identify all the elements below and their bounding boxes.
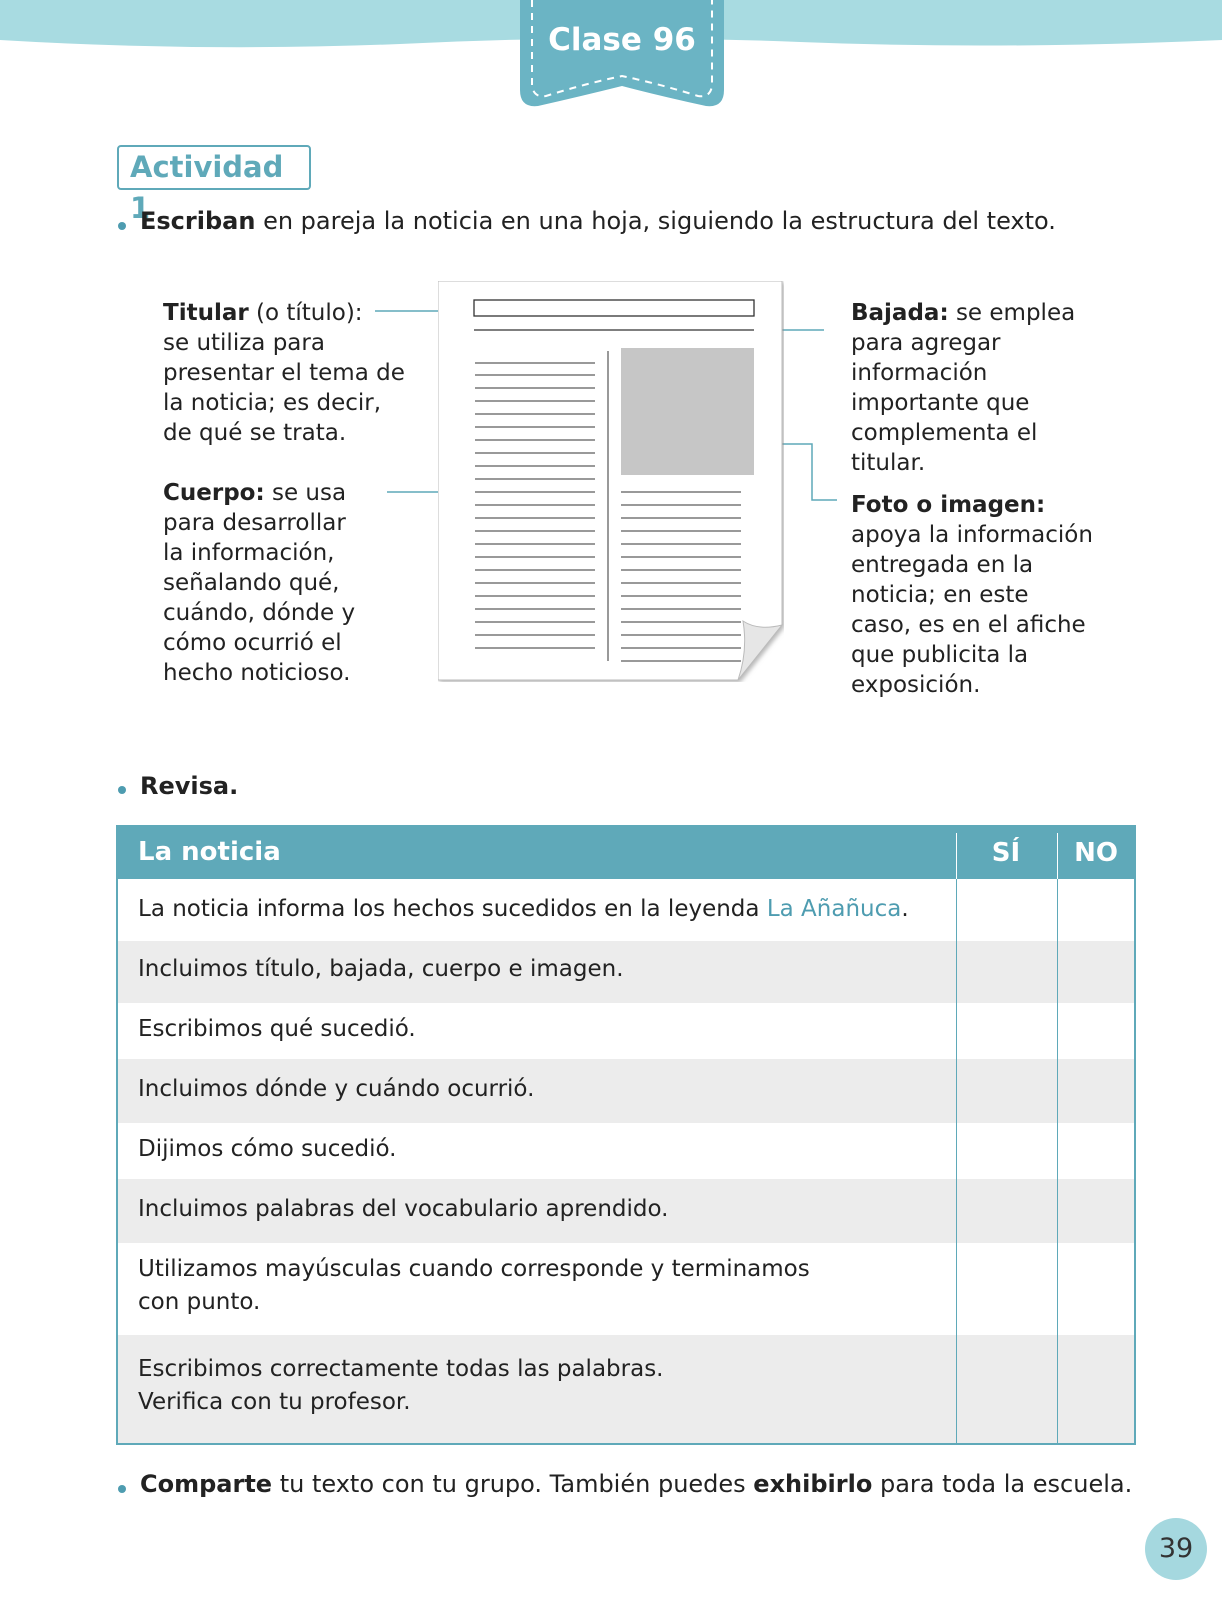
header-divider <box>1057 833 1058 879</box>
table-header <box>118 827 1134 879</box>
row-text: Incluimos palabras del vocabulario aprendido. <box>138 1196 669 1222</box>
table-row <box>118 1059 1134 1123</box>
table-header-noticia: La noticia <box>138 837 281 867</box>
callout-foto-term: Foto o imagen: <box>851 492 1046 518</box>
callout-foto-text: apoya la información entregada en la noticia; en este caso, es en el afiche que publicita la exposición. <box>851 522 1093 698</box>
row-text: Incluimos dónde y cuándo ocurrió. <box>138 1076 535 1102</box>
row-text: Dijimos cómo sucedió. <box>138 1136 397 1162</box>
instruction-text: para toda la escuela. <box>872 1470 1133 1498</box>
instruction-bold: Escriban <box>140 207 256 235</box>
callout-titular-text: (o título): se utiliza para presentar el tema de la noticia; es decir, de qué se trata. <box>163 300 405 446</box>
instruction-bold: exhibirlo <box>753 1470 873 1498</box>
instruction-text: en pareja la noticia en una hoja, siguiendo la estructura del texto. <box>255 207 1056 235</box>
callout-titular-term: Titular <box>163 300 249 326</box>
column-divider <box>1057 879 1058 1443</box>
row-text-part: . <box>901 896 909 922</box>
table-row <box>118 1003 1134 1059</box>
callout-cuerpo-term: Cuerpo: <box>163 480 265 506</box>
callout-bajada-text: se emplea para agregar información importante que complementa el titular. <box>851 300 1076 476</box>
instruction-text: tu texto con tu grupo. También puedes <box>272 1470 754 1498</box>
table-header-no: NO <box>1074 838 1118 868</box>
table-row <box>118 1123 1134 1179</box>
header-divider <box>956 833 957 879</box>
newspaper-diagram <box>438 281 784 682</box>
row-text: Escribimos qué sucedió. <box>138 1016 416 1042</box>
row-text <box>138 893 909 926</box>
page-number: 39 <box>1145 1518 1207 1580</box>
callout-cuerpo-text: se usa para desarrollar la información, señalando qué, cuándo, dónde y cómo ocurrió el hecho noticioso. <box>163 480 356 686</box>
revisa-label: Revisa. <box>140 772 239 800</box>
clase-title: Clase 96 <box>548 22 696 58</box>
instruction-bold: Comparte <box>140 1470 273 1498</box>
row-text: Incluimos título, bajada, cuerpo e imagen. <box>138 956 624 982</box>
activity-label: Actividad 1 <box>117 145 311 190</box>
checklist-table <box>116 825 1136 1445</box>
column-divider <box>956 879 957 1443</box>
table-row <box>118 1243 1134 1335</box>
table-row <box>118 1179 1134 1243</box>
row-text: Escribimos correctamente todas las palabras. Verifica con tu profesor. <box>138 1356 664 1415</box>
row-text: Utilizamos mayúsculas cuando corresponde y terminamos con punto. <box>138 1256 810 1315</box>
table-row <box>118 941 1134 1003</box>
bullet <box>118 786 126 794</box>
instruction-comparte <box>140 1470 1132 1498</box>
callout-bajada-term: Bajada: <box>851 300 949 326</box>
table-row <box>118 1335 1134 1443</box>
table-row <box>118 879 1134 941</box>
table-header-si: SÍ <box>991 838 1021 868</box>
row-text-part: La noticia informa los hechos sucedidos en la leyenda <box>138 896 767 922</box>
bullet <box>118 1485 126 1493</box>
legend-title-highlight: La Añañuca <box>766 896 902 922</box>
